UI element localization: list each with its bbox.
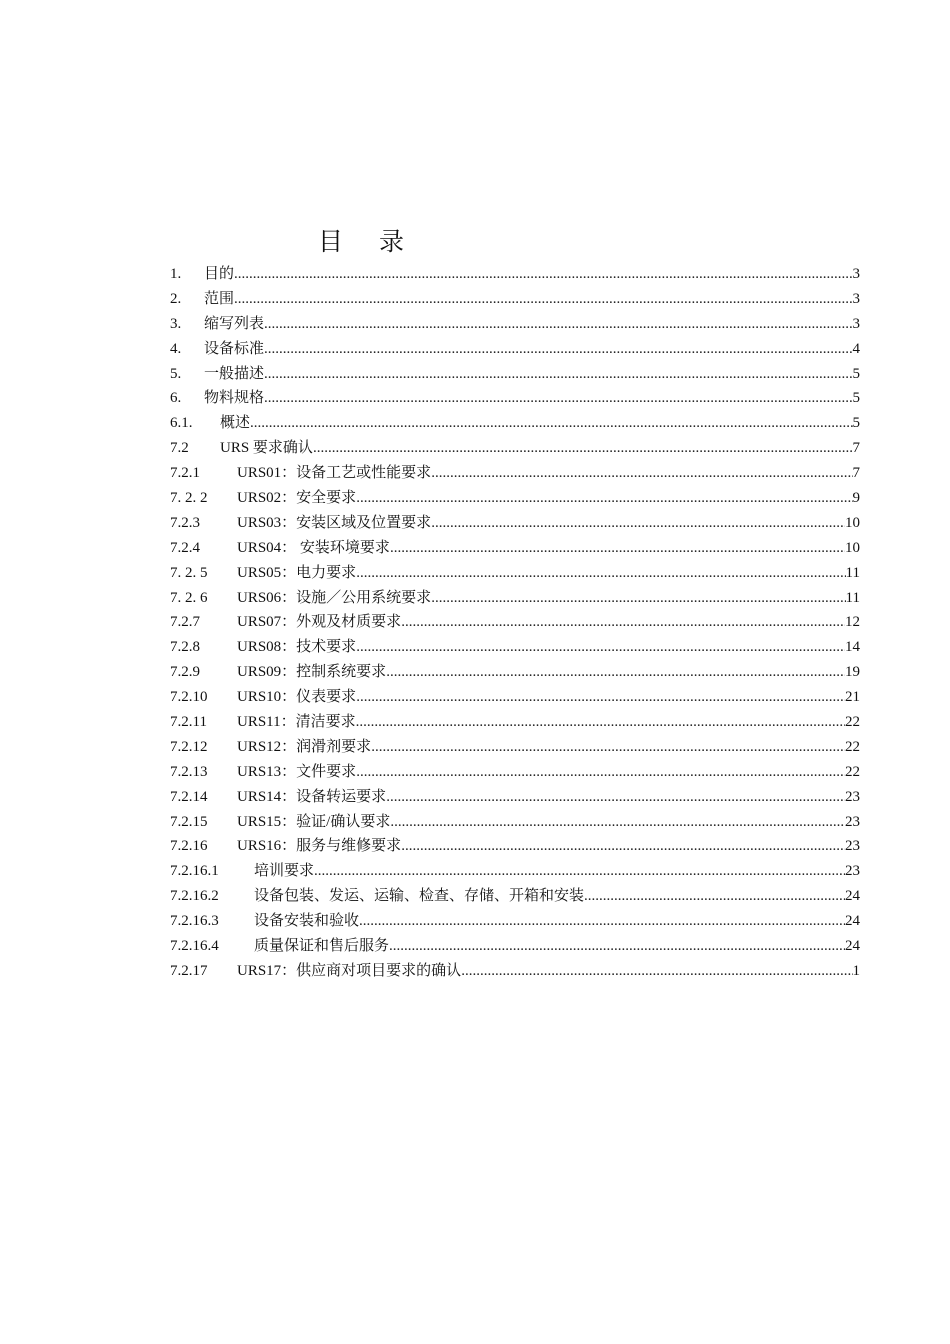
toc-entry-title: URS17：供应商对项目要求的确认	[237, 962, 462, 979]
toc-entry[interactable]	[170, 934, 860, 959]
toc-entry-number: 7.2.16.1	[170, 863, 219, 880]
toc-leader-dots	[356, 710, 845, 735]
toc-entry-page-number: 3	[852, 266, 860, 282]
toc-entry-number: 7. 2. 2	[170, 490, 208, 507]
toc-entry-number: 7.2.15	[170, 813, 208, 830]
toc-leader-dots	[264, 312, 852, 337]
toc-entry-title: URS 要求确认	[220, 440, 313, 457]
toc-entry-number: 7.2	[170, 440, 189, 457]
toc-entry-number: 7. 2. 6	[170, 589, 208, 606]
toc-leader-dots	[264, 362, 852, 387]
toc-entry[interactable]	[170, 386, 860, 411]
toc-entry-title: URS04： 安装环境要求	[237, 539, 390, 556]
toc-leader-dots	[234, 262, 852, 287]
toc-entry-page-number: 11	[845, 589, 860, 606]
toc-leader-dots	[386, 785, 845, 810]
toc-entry-page-number: 22	[845, 763, 860, 780]
toc-entry[interactable]	[170, 859, 860, 884]
toc-entry[interactable]	[170, 536, 860, 561]
toc-entry-number: 7.2.16	[170, 838, 208, 855]
toc-entry-title: URS12：润滑剂要求	[237, 738, 372, 755]
toc-entry-page-number: 22	[845, 714, 860, 731]
toc-entry-title: URS11：清洁要求	[237, 714, 356, 731]
toc-leader-dots	[390, 810, 845, 835]
toc-leader-dots	[356, 486, 852, 511]
toc-entry-number: 7.2.7	[170, 614, 200, 631]
toc-entry-title: URS03：安装区域及位置要求	[237, 514, 432, 531]
toc-leader-dots	[401, 834, 845, 859]
toc-leader-dots	[389, 934, 845, 959]
toc-entry-number: 6.	[170, 390, 182, 407]
toc-entry-page-number: 10	[845, 539, 860, 556]
toc-leader-dots	[431, 586, 845, 611]
toc-entry-number: 7.2.1	[170, 465, 200, 482]
toc-entry-title: URS09：控制系统要求	[237, 664, 387, 681]
toc-entry-page-number: 14	[845, 639, 860, 656]
toc-entry[interactable]	[170, 586, 860, 611]
toc-entry-title: 设备安装和验收	[254, 913, 360, 930]
toc-leader-dots	[313, 436, 853, 461]
toc-entry-page-number: 4	[852, 340, 860, 357]
toc-entry-number: 7.2.16.2	[170, 888, 219, 905]
toc-entry-title: URS14：设备转运要求	[237, 788, 387, 805]
toc-leader-dots	[431, 461, 852, 486]
toc-entry-page-number: 9	[852, 490, 860, 507]
toc-leader-dots	[386, 660, 845, 685]
toc-leader-dots	[461, 959, 852, 984]
toc-entry[interactable]	[170, 436, 860, 461]
toc-leader-dots	[356, 760, 845, 785]
toc-entry[interactable]	[170, 287, 860, 312]
toc-entry-title: 培训要求	[254, 863, 315, 880]
toc-entry[interactable]	[170, 461, 860, 486]
toc-leader-dots	[390, 536, 845, 561]
toc-entry-number: 7.2.8	[170, 639, 200, 656]
toc-entry-number: 5.	[170, 365, 182, 382]
toc-entry[interactable]	[170, 710, 860, 735]
toc-leader-dots	[314, 859, 845, 884]
toc-entry[interactable]	[170, 785, 860, 810]
toc-leader-dots	[401, 610, 845, 635]
toc-entry[interactable]	[170, 635, 860, 660]
toc-entry-number: 7.2.16.4	[170, 938, 219, 955]
toc-entry-page-number: 21	[845, 689, 860, 706]
toc-leader-dots	[356, 635, 845, 660]
toc-entry-title: URS06：设施／公用系统要求	[237, 589, 432, 606]
toc-entry-number: 7.2.9	[170, 664, 200, 681]
toc-entry[interactable]	[170, 760, 860, 785]
toc-entry-number: 4.	[170, 340, 182, 357]
toc-entry[interactable]	[170, 511, 860, 536]
table-of-contents	[170, 262, 860, 984]
toc-entry-page-number: 24	[845, 888, 860, 905]
toc-entry[interactable]	[170, 610, 860, 635]
toc-entry-number: 2.	[170, 290, 182, 307]
toc-entry-page-number: 23	[845, 813, 860, 830]
toc-entry-page-number: 5	[852, 365, 860, 382]
toc-entry[interactable]	[170, 959, 860, 984]
toc-entry-number: 7.2.12	[170, 738, 208, 755]
toc-entry[interactable]	[170, 660, 860, 685]
toc-entry-number: 3.	[170, 315, 182, 332]
toc-leader-dots	[356, 561, 845, 586]
toc-entry-title: 目的	[204, 266, 235, 282]
toc-entry-title: 质量保证和售后服务	[254, 938, 390, 955]
toc-entry[interactable]	[170, 884, 860, 909]
toc-entry-page-number: 23	[845, 788, 860, 805]
toc-entry[interactable]	[170, 262, 860, 287]
toc-entry-page-number: 5	[852, 390, 860, 407]
toc-entry[interactable]	[170, 312, 860, 337]
toc-entry-title: URS01：设备工艺或性能要求	[237, 465, 432, 482]
toc-entry-title: 设备标准	[204, 340, 265, 357]
toc-entry-title: 缩写列表	[204, 315, 265, 332]
toc-entry[interactable]	[170, 337, 860, 362]
toc-entry-title: URS16：服务与维修要求	[237, 838, 402, 855]
toc-entry-title: URS10：仪表要求	[237, 689, 357, 706]
toc-entry-page-number: 11	[845, 564, 860, 581]
toc-entry-page-number: 3	[852, 315, 860, 332]
toc-entry-title: 范围	[204, 290, 235, 307]
toc-entry[interactable]	[170, 834, 860, 859]
toc-entry-page-number: 12	[845, 614, 860, 631]
toc-leader-dots	[234, 287, 852, 312]
toc-leader-dots	[584, 884, 845, 909]
toc-entry-page-number: 23	[845, 863, 860, 880]
toc-leader-dots	[359, 909, 845, 934]
toc-entry-number: 7.2.13	[170, 763, 208, 780]
toc-entry[interactable]	[170, 362, 860, 387]
toc-entry-page-number: 24	[845, 938, 860, 955]
toc-entry-title: 物料规格	[204, 390, 265, 407]
toc-entry-title: URS15：验证/确认要求	[237, 813, 391, 830]
toc-entry[interactable]	[170, 486, 860, 511]
toc-entry-title: URS05：电力要求	[237, 564, 357, 581]
toc-entry[interactable]	[170, 909, 860, 934]
toc-leader-dots	[264, 386, 852, 411]
toc-entry-page-number: 1	[852, 962, 860, 979]
toc-leader-dots	[371, 735, 845, 760]
toc-entry-number: 7.2.16.3	[170, 913, 219, 930]
toc-entry-page-number: 5	[852, 415, 860, 432]
toc-entry-number: 7.2.14	[170, 788, 208, 805]
toc-entry-number: 7.2.4	[170, 539, 200, 556]
toc-entry-page-number: 10	[845, 514, 860, 531]
toc-entry-number: 7.2.10	[170, 689, 208, 706]
toc-entry-page-number: 23	[845, 838, 860, 855]
toc-entry-page-number: 7	[852, 440, 860, 457]
toc-leader-dots	[356, 685, 845, 710]
toc-entry-title: URS13：文件要求	[237, 763, 357, 780]
toc-entry[interactable]	[170, 411, 860, 436]
toc-entry-title: 设备包装、发运、运输、检查、存储、开箱和安装	[254, 888, 585, 905]
toc-leader-dots	[431, 511, 845, 536]
toc-entry-number: 7.2.11	[170, 714, 207, 731]
toc-entry[interactable]	[170, 735, 860, 760]
toc-entry-page-number: 24	[845, 913, 860, 930]
toc-entry-title: URS07：外观及材质要求	[237, 614, 402, 631]
toc-title: 目 录	[318, 227, 418, 256]
toc-leader-dots	[264, 337, 852, 362]
toc-entry-title: URS08：技术要求	[237, 639, 357, 656]
toc-entry[interactable]	[170, 685, 860, 710]
toc-entry-title: 概述	[220, 415, 251, 432]
toc-entry-page-number: 19	[845, 664, 860, 681]
toc-entry-page-number: 7	[852, 465, 860, 482]
toc-entry[interactable]	[170, 810, 860, 835]
toc-entry-page-number: 22	[845, 738, 860, 755]
toc-entry[interactable]	[170, 561, 860, 586]
toc-entry-title: 一般描述	[204, 365, 265, 382]
toc-leader-dots	[250, 411, 852, 436]
toc-entry-number: 7.2.3	[170, 514, 200, 531]
toc-entry-title: URS02：安全要求	[237, 490, 357, 507]
toc-entry-page-number: 3	[852, 290, 860, 307]
toc-entry-number: 1.	[170, 266, 182, 282]
toc-entry-number: 7.2.17	[170, 962, 208, 979]
toc-entry-number: 6.1.	[170, 415, 193, 432]
toc-entry-number: 7. 2. 5	[170, 564, 208, 581]
